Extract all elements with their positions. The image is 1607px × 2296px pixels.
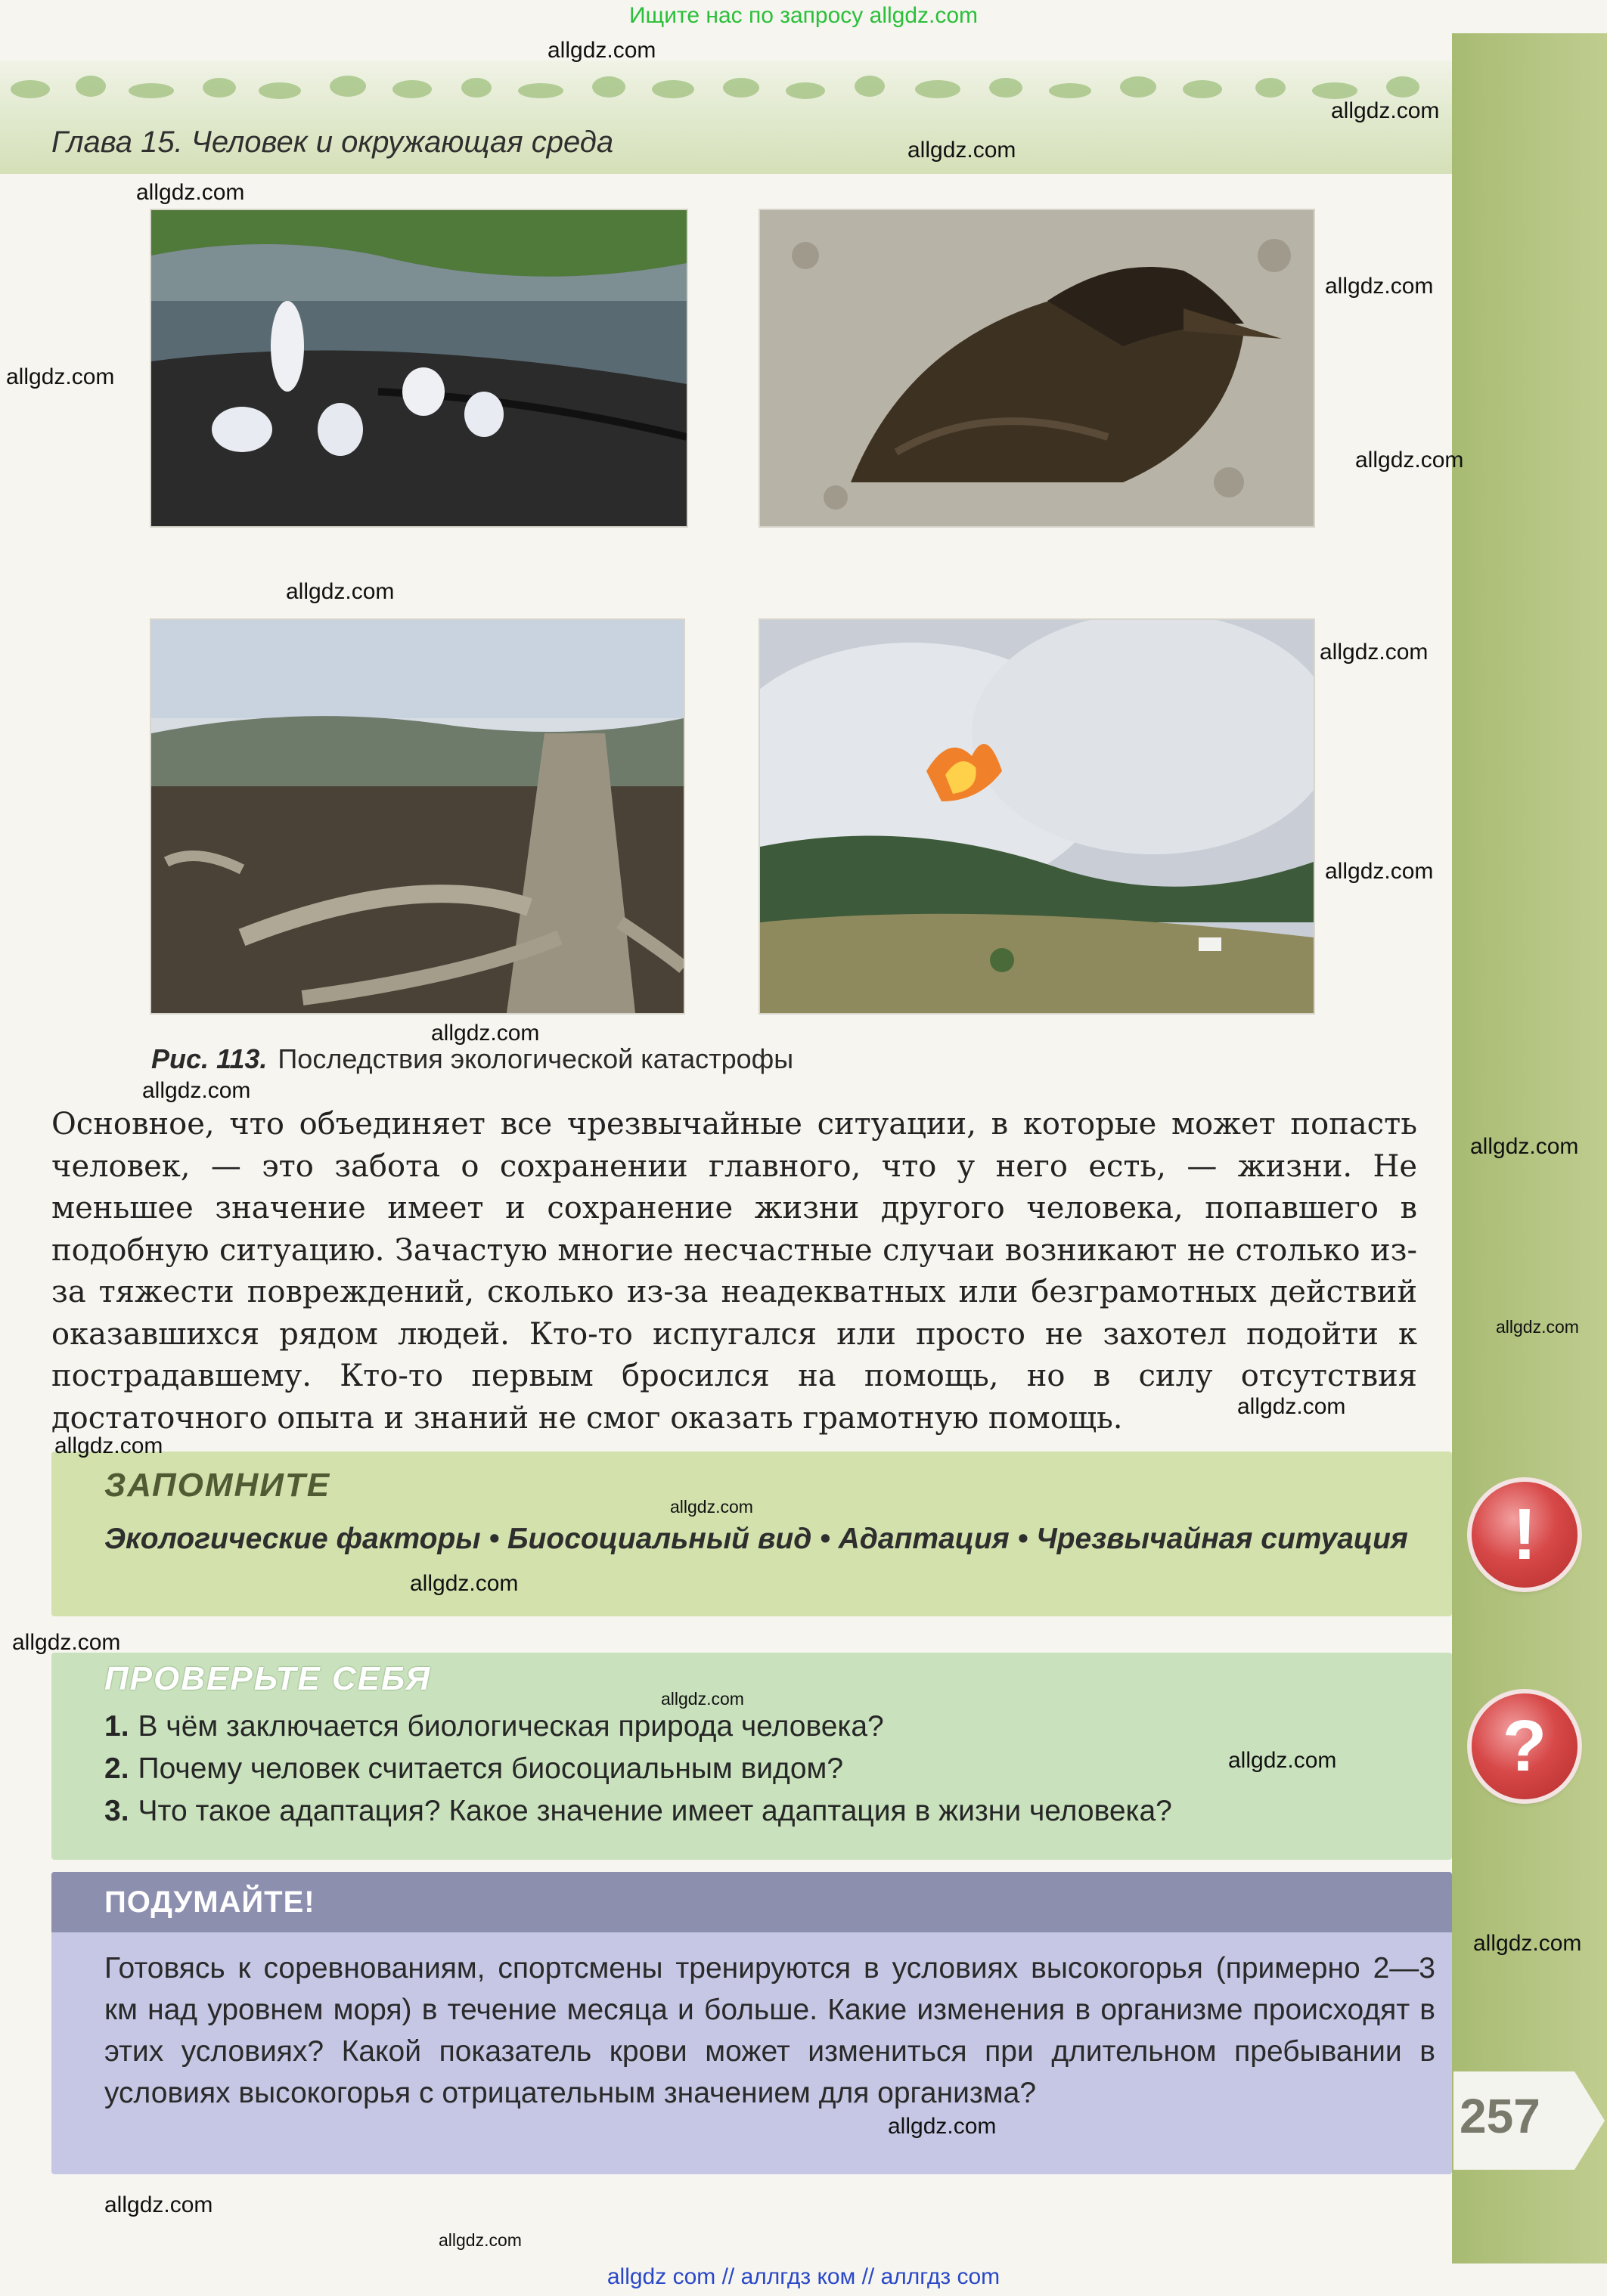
think-text: Готовясь к соревнованиям, спортсмены тренируются в условиях высокогорья (примерно 2—3 км над уровнем моря) в течение месяца и больше. Какие изменения в организме происходят в этих условиях? Какой показатель крови может измениться при длительном пребывании в условиях высокогорья с отрицательным значением для организма? <box>104 1952 1435 2109</box>
watermark: allgdz.com <box>410 1571 519 1596</box>
watermark: allgdz.com <box>888 2114 997 2139</box>
remember-heading: ЗАПОМНИТЕ <box>104 1467 331 1504</box>
page-number: 257 <box>1460 2089 1540 2143</box>
question-text: Почему человек считается биосоциальным видом? <box>138 1752 844 1785</box>
watermark: allgdz.com <box>439 2230 522 2250</box>
figure-caption <box>151 1043 793 1075</box>
watermark: allgdz.com <box>1237 1394 1346 1419</box>
question-text: В чём заключается биологическая природа человека? <box>138 1710 884 1743</box>
question-mark-icon: ? <box>1472 1693 1578 1799</box>
body-paragraph: Основное, что объединяет все чрезвычайные ситуации, в которые может попасть человек, — это забота о сохранении главного, что у него есть, — жизни. Не меньшее значение имеет и сохранение жизни другого человека, попавшего в подобную ситуацию. Зачастую многие несчастные случаи возникают не столько из-за тяжести повреждений, сколько из-за неадекватных или безграмотных действий оказавшихся рядом людей. Кто-то испугался или просто не захотел подойти к пострадавшему. Кто-то первым бросился на помощь, но в силу отсутствия достаточного опыта и знаний не смог оказать грамотную помощь. <box>51 1107 1417 1436</box>
think-box <box>51 1872 1452 2174</box>
remember-box <box>51 1452 1452 1616</box>
figure-number: Рис. 113. <box>151 1043 268 1074</box>
question-text: Что такое адаптация? Какое значение имеет адаптация в жизни человека? <box>138 1795 1172 1827</box>
watermark: allgdz.com <box>907 138 1016 163</box>
watermark: allgdz.com <box>142 1078 251 1103</box>
watermark: allgdz.com <box>54 1433 163 1458</box>
watermark: allgdz.com <box>1325 859 1434 884</box>
think-heading: ПОДУМАЙТЕ! <box>104 1885 315 1919</box>
watermark: allgdz.com <box>1473 1931 1582 1956</box>
watermark: allgdz.com <box>136 180 245 205</box>
chapter-title: Глава 15. Человек и окружающая среда <box>51 125 614 159</box>
check-question-2 <box>104 1748 1172 1790</box>
top-banner[interactable]: Ищите нас по запросу allgdz.com <box>628 3 979 28</box>
check-question-1 <box>104 1706 1172 1748</box>
watermark: allgdz.com <box>104 2192 213 2217</box>
check-yourself-heading: ПРОВЕРЬТЕ СЕБЯ <box>104 1660 432 1697</box>
remember-terms: Экологические факторы • Биосоциальный вид • Адаптация • Чрезвычайная ситуация <box>104 1523 1408 1555</box>
watermark: allgdz.com <box>12 1630 121 1655</box>
question-number: 1. <box>104 1710 129 1743</box>
check-question-list <box>104 1706 1172 1833</box>
watermark: allgdz.com <box>1320 640 1429 665</box>
question-number: 3. <box>104 1795 129 1827</box>
watermark: allgdz.com <box>548 38 656 63</box>
watermark: allgdz.com <box>1325 274 1434 299</box>
watermark: allgdz.com <box>661 1689 744 1709</box>
watermark: allgdz.com <box>1228 1748 1337 1773</box>
check-question-3 <box>104 1790 1172 1833</box>
dead-tree-stumps-photo <box>150 618 685 1015</box>
watermark: allgdz.com <box>1355 448 1464 473</box>
bottom-banner[interactable]: allgdz com // аллгдз ком // аллгдз com <box>607 2264 1000 2289</box>
forest-fire-photo <box>759 618 1315 1015</box>
watermark: allgdz.com <box>670 1497 753 1517</box>
watermark: allgdz.com <box>1496 1317 1579 1337</box>
watermark: allgdz.com <box>1331 98 1440 123</box>
oil-spill-cleanup-photo <box>150 209 688 528</box>
watermark: allgdz.com <box>6 364 115 389</box>
exclamation-icon: ! <box>1472 1482 1578 1588</box>
question-number: 2. <box>104 1752 129 1785</box>
animal-silhouette-strip-icon <box>0 60 1452 113</box>
oil-covered-bird-photo <box>759 209 1315 528</box>
figure-caption-text: Последствия экологической катастрофы <box>278 1043 794 1074</box>
watermark: allgdz.com <box>431 1021 540 1046</box>
watermark: allgdz.com <box>1470 1134 1579 1159</box>
watermark: allgdz.com <box>286 579 395 604</box>
